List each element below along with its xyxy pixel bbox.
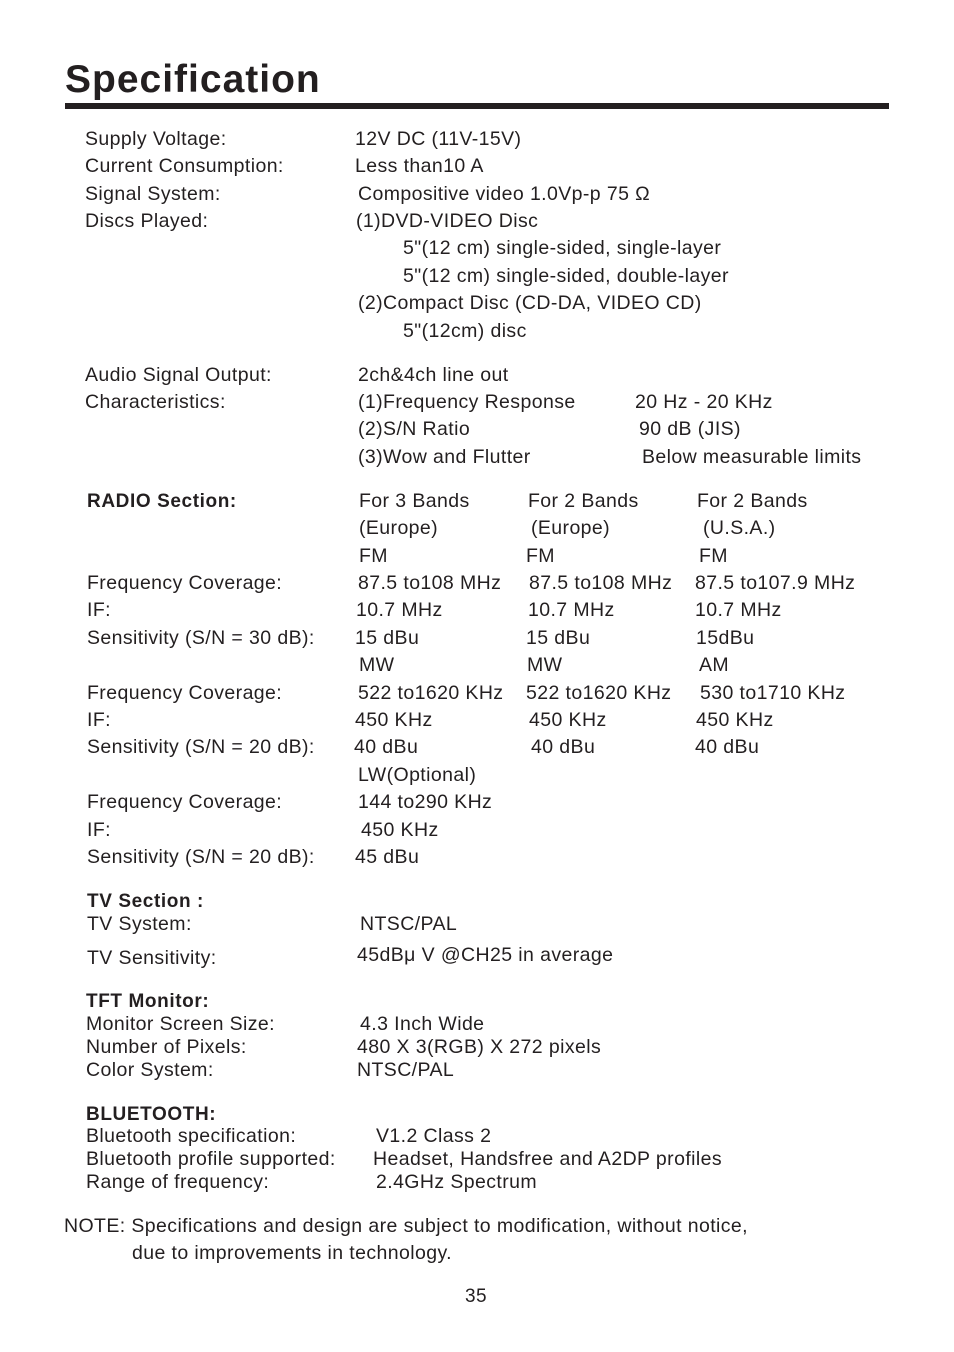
characteristic-value: 90 dB (JIS) bbox=[639, 418, 741, 440]
audio-output-value: 2ch&4ch line out bbox=[358, 364, 509, 386]
pixels-value: 480 X 3(RGB) X 272 pixels bbox=[357, 1036, 602, 1058]
color-system-label: Color System: bbox=[86, 1059, 214, 1081]
disc-line: 5"(12 cm) single-sided, double-layer bbox=[403, 265, 729, 287]
am-frequency-value: 530 to1710 KHz bbox=[700, 682, 846, 704]
fm-if-value: 10.7 MHz bbox=[695, 599, 782, 621]
bluetooth-profile-value: Headset, Handsfree and A2DP profiles bbox=[373, 1148, 722, 1170]
note-line: NOTE: Specifications and design are subject to modification, without notice, bbox=[64, 1215, 748, 1237]
fm-sensitivity-label: Sensitivity (S/N = 30 dB): bbox=[87, 627, 315, 649]
am-if-value: 450 KHz bbox=[696, 709, 774, 731]
fm-frequency-value: 87.5 to108 MHz bbox=[529, 572, 673, 594]
fm-sensitivity-value: 15 dBu bbox=[355, 627, 420, 649]
disc-line: (1)DVD-VIDEO Disc bbox=[356, 210, 539, 232]
fm-frequency-value: 87.5 to108 MHz bbox=[358, 572, 502, 594]
mw-frequency-value: 522 to1620 KHz bbox=[358, 682, 504, 704]
discs-played-label: Discs Played: bbox=[85, 210, 209, 232]
pixels-label: Number of Pixels: bbox=[86, 1036, 247, 1058]
current-consumption-label: Current Consumption: bbox=[85, 155, 284, 177]
mw-frequency-label: Frequency Coverage: bbox=[87, 682, 283, 704]
color-system-value: NTSC/PAL bbox=[357, 1059, 455, 1081]
fm-band-label: FM bbox=[359, 545, 388, 567]
radio-column-bands: For 2 Bands bbox=[697, 490, 808, 512]
radio-column-region: (U.S.A.) bbox=[703, 517, 776, 539]
fm-band-label: FM bbox=[526, 545, 555, 567]
signal-system-label: Signal System: bbox=[85, 183, 221, 205]
mw-if-value: 450 KHz bbox=[529, 709, 607, 731]
fm-if-value: 10.7 MHz bbox=[528, 599, 615, 621]
characteristic-name: (1)Frequency Response bbox=[358, 391, 576, 413]
current-consumption-value: Less than10 A bbox=[355, 155, 484, 177]
fm-frequency-value: 87.5 to107.9 MHz bbox=[695, 572, 856, 594]
screen-size-label: Monitor Screen Size: bbox=[86, 1013, 275, 1035]
characteristic-value: 20 Hz - 20 KHz bbox=[635, 391, 773, 413]
tv-system-label: TV System: bbox=[87, 913, 192, 935]
mw-frequency-value: 522 to1620 KHz bbox=[526, 682, 672, 704]
mw-if-label: IF: bbox=[87, 709, 111, 731]
characteristic-name: (2)S/N Ratio bbox=[358, 418, 471, 440]
mw-if-value: 450 KHz bbox=[355, 709, 433, 731]
lw-band-label: LW(Optional) bbox=[358, 764, 477, 786]
radio-column-region: (Europe) bbox=[531, 517, 611, 539]
bluetooth-section-heading: BLUETOOTH: bbox=[86, 1104, 217, 1125]
tv-sensitivity-value: 45dBμ V @CH25 in average bbox=[357, 944, 614, 966]
characteristic-name: (3)Wow and Flutter bbox=[358, 446, 531, 468]
fm-band-label: FM bbox=[699, 545, 728, 567]
mw-band-label: MW bbox=[359, 654, 395, 676]
tv-system-value: NTSC/PAL bbox=[360, 913, 458, 935]
disc-line: 5"(12cm) disc bbox=[403, 320, 527, 342]
fm-if-value: 10.7 MHz bbox=[356, 599, 443, 621]
lw-frequency-value: 144 to290 KHz bbox=[358, 791, 493, 813]
bluetooth-profile-label: Bluetooth profile supported: bbox=[86, 1148, 336, 1170]
characteristics-label: Characteristics: bbox=[85, 391, 226, 413]
disc-line: 5"(12 cm) single-sided, single-layer bbox=[403, 237, 722, 259]
fm-if-label: IF: bbox=[87, 599, 111, 621]
tv-sensitivity-label: TV Sensitivity: bbox=[87, 947, 217, 969]
fm-sensitivity-value: 15dBu bbox=[696, 627, 755, 649]
audio-output-label: Audio Signal Output: bbox=[85, 364, 272, 386]
lw-sensitivity-label: Sensitivity (S/N = 20 dB): bbox=[87, 846, 315, 868]
mw-sensitivity-value: 40 dBu bbox=[531, 736, 596, 758]
characteristic-value: Below measurable limits bbox=[642, 446, 862, 468]
tft-section-heading: TFT Monitor: bbox=[86, 991, 210, 1012]
radio-column-bands: For 3 Bands bbox=[359, 490, 470, 512]
signal-system-value: Compositive video 1.0Vp-p 75 Ω bbox=[358, 183, 651, 205]
radio-column-bands: For 2 Bands bbox=[528, 490, 639, 512]
note-line: due to improvements in technology. bbox=[132, 1242, 452, 1264]
supply-voltage-value: 12V DC (11V-15V) bbox=[355, 128, 522, 150]
tv-section-heading: TV Section : bbox=[87, 891, 204, 912]
am-sensitivity-value: 40 dBu bbox=[695, 736, 760, 758]
mw-sensitivity-label: Sensitivity (S/N = 20 dB): bbox=[87, 736, 315, 758]
radio-column-region: (Europe) bbox=[359, 517, 439, 539]
page-number: 35 bbox=[465, 1286, 487, 1307]
bluetooth-spec-label: Bluetooth specification: bbox=[86, 1125, 297, 1147]
bluetooth-range-label: Range of frequency: bbox=[86, 1171, 270, 1193]
screen-size-value: 4.3 Inch Wide bbox=[360, 1013, 485, 1035]
fm-frequency-label: Frequency Coverage: bbox=[87, 572, 283, 594]
mw-sensitivity-value: 40 dBu bbox=[354, 736, 419, 758]
lw-sensitivity-value: 45 dBu bbox=[355, 846, 420, 868]
title-rule bbox=[65, 103, 889, 109]
lw-if-label: IF: bbox=[87, 819, 111, 841]
disc-line: (2)Compact Disc (CD-DA, VIDEO CD) bbox=[358, 292, 702, 314]
fm-sensitivity-value: 15 dBu bbox=[526, 627, 591, 649]
lw-frequency-label: Frequency Coverage: bbox=[87, 791, 283, 813]
mw-band-label: MW bbox=[527, 654, 563, 676]
am-band-label: AM bbox=[699, 654, 730, 676]
lw-if-value: 450 KHz bbox=[361, 819, 439, 841]
supply-voltage-label: Supply Voltage: bbox=[85, 128, 227, 150]
radio-section-heading: RADIO Section: bbox=[87, 491, 237, 512]
bluetooth-range-value: 2.4GHz Spectrum bbox=[376, 1171, 537, 1193]
bluetooth-spec-value: V1.2 Class 2 bbox=[376, 1125, 492, 1147]
page-title: Specification bbox=[65, 58, 321, 101]
